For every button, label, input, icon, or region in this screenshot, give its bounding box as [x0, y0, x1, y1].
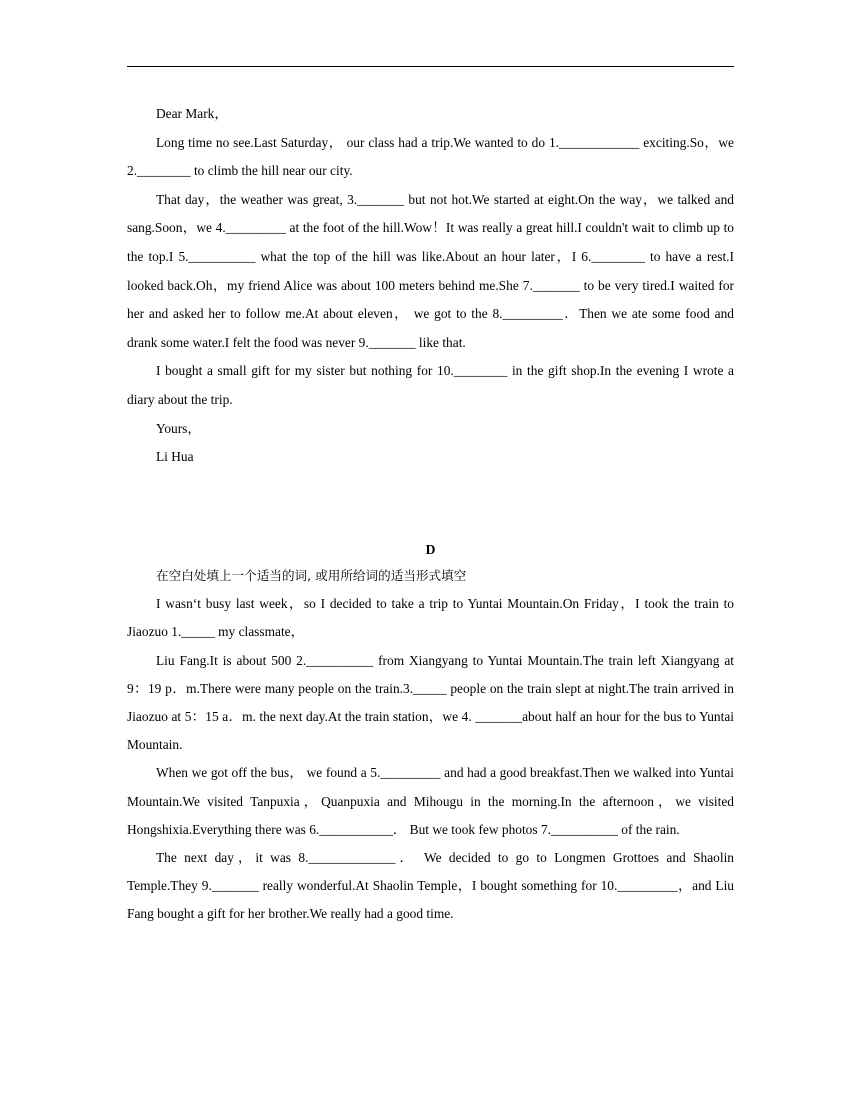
letter-paragraph-3: I bought a small gift for my sister but nothing for 10.________ in the gift shop.In the evening I wrote a diary about the trip. — [127, 363, 734, 407]
section-d-paragraph-4: The next day，it was 8._____________． We decided to go to Longmen Grottoes and Shaolin Temple.They 9._______ really wonderful.At Shaolin Temple，I bought something for 10._________，and Liu Fang bought a gift for her brother.We really had a good time. — [127, 850, 734, 922]
letter-signature: Li Hua — [156, 449, 194, 465]
section-instruction: 在空白处填上一个适当的词, 或用所给词的适当形式填空 — [156, 568, 467, 583]
section-d-paragraph-2: Liu Fang.It is about 500 2.__________ from Xiangyang to Yuntai Mountain.The train left Xiangyang at 9：19 p．m.There were many people on the train.3._____ people on the train slept at night.The train arrived in Jiaozuo at 5：15 a．m. the next day.At the train station，we 4. _______about half an hour for the bus to Yuntai Mountain. — [127, 652, 734, 753]
letter-greeting: Dear Mark， — [156, 106, 228, 121]
letter-paragraph-2: That day，the weather was great, 3._______ but not hot.We started at eight.On the way，we talked and sang.Soon，we 4._________ at the foot of the hill.Wow！It was really a great hill.I couldn't wait to climb up to the top.I 5.__________ what the top of the hill was like.About an hour later，I 6.________ to have a rest.I looked back.Oh，my friend Alice was about 100 meters behind me.She 7._______ to be very tired.I waited for her and asked her to follow me.At about eleven， we got to the 8._________．Then we ate some food and drank some water.I felt the food was never 9._______ like that. — [127, 191, 734, 350]
header-rule — [127, 66, 734, 67]
section-d-paragraph-3: When we got off the bus， we found a 5._________ and had a good breakfast.Then we walked into Yuntai Mountain.We visited Tanpuxia，Quanpuxia and Mihougu in the morning.In the afternoon，we visited Hongshixia.Everything there was 6.___________． But we took few photos 7.__________ of the rain. — [127, 765, 734, 837]
section-d-paragraph-1: I wasn‘t busy last week，so I decided to take a trip to Yuntai Mountain.On Friday，I took the train to Jiaozuo 1._____ my classmate， — [127, 596, 734, 640]
letter-paragraph-1: Long time no see.Last Saturday， our class had a trip.We wanted to do 1.____________ exciting.So，we 2.________ to climb the hill near our city. — [127, 134, 734, 179]
letter-closing: Yours， — [156, 420, 201, 436]
section-heading: D — [425, 542, 436, 557]
letter-section — [127, 100, 734, 472]
section-d — [127, 538, 734, 929]
